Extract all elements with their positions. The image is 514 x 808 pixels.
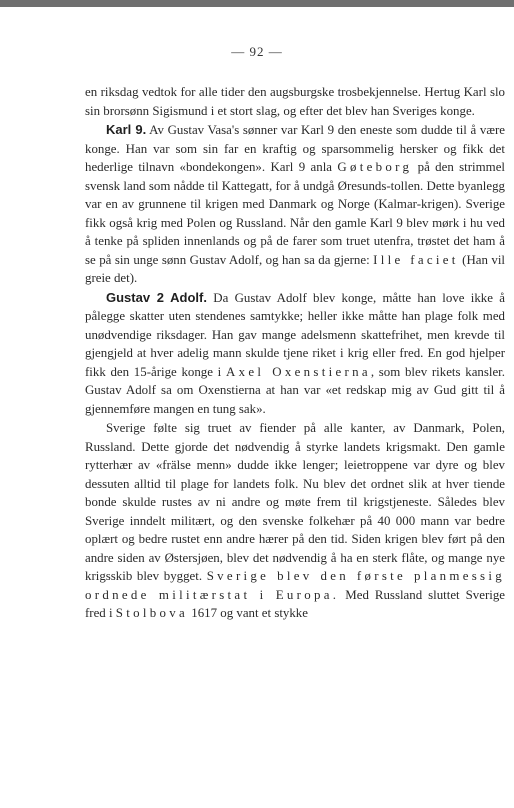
paragraph-karl-9 [85,121,505,288]
page-body [85,83,505,623]
paragraph-gustav-text-1: Da Gustav Adolf blev konge, måtte han love ikke å pålegge skatter uten stendenes samtykke; heller ikke måtte han plage folk med unødvendige riksdager. Han gav mange adelsmenn skattefrihet, men krevde til gjengjeld at hver adelig mann skulde tjene riket i krig eller fred. En god hjelper fikk den 15-årige konge i [85,290,505,379]
spaced-ille-faciet: Ille faciet [373,252,459,267]
paragraph-1-text: en riksdag vedtok for alle tider den augsburgske trosbekjennelse. Hertug Karl slo sin brorsønn Sigismund i et stort slag, og efter det blev han Sveriges konge. [85,85,505,118]
paragraph-sverige-text-1: Sverige følte sig truet av fiender på alle kanter, av Danmark, Polen, Russland. Dette gjorde det nødvendig å styrke landets krigsmakt. Den gamle rytterhær av «frälse menn» dudde ikke lenger; leietroppene var dyre og blev dessuten alltid til plage for landets folk. Nu blev det ordnet slik at hver tiende bonde skulde rustes av ni andre og møte frem til krigstjeneste. Således blev Sverige inndelt militært, og den svenske folkehær på 40 000 mann var bedre oplært og bedre rustet enn andre hærer på den tid. Siden krigen blev ført på den andre siden av Østersjøen, blev det nødvendig å ha en sterk flåte, og mange nye krigsskib blev bygget. [85,421,505,583]
heading-karl-9: Karl 9. [106,122,147,137]
page-number: — 92 — [231,44,283,59]
spaced-stolbova: Stolbova [115,606,189,620]
spaced-axel-oxenstierna: Axel Oxenstierna [225,364,371,379]
spaced-militaerstat-sentence: Sverige blev den første planmessig ordnede militærstat i Europa. [85,569,505,602]
paragraph-gustav-2-adolf [85,289,505,419]
paragraph-karl-9-text-1: Av Gustav Vasa's sønner var Karl 9 den eneste som dudde til å være konge. Han var som sin far en kraftig og sparsommelig hersker og fikk det hederlige tilnavn «bondekongen». Karl 9 anla [85,123,505,174]
heading-gustav-2-adolf: Gustav 2 Adolf. [106,289,207,305]
paragraph-sverige [85,419,505,623]
paragraph-gustav-text-2: , som blev rikets kansler. Gustav Adolf sa om Oxenstierna at han var «et redskap mig av Gud gitt til å gjennemføre mangen en tung sak». [85,364,505,416]
paragraph-1 [85,83,505,120]
scan-top-edge [0,0,514,7]
paragraph-karl-9-text-3: (Han vil greie det). [85,252,505,285]
spaced-goteborg: Gøteborg [337,160,413,174]
paragraph-karl-9-text-2: på den strimmel svensk land som nådde til Kattegatt, for å undgå Øresunds-tollen. Dette byanlegg var en av grunnene til krigen med Danmark og Norge (Kalmar-krigen). Sverige fikk også krig med Polen og Russland. Når den gamle Karl 9 blev mørk i hu ved å tenke på spliden innenlands og på de farer som truet utenfra, trøstet det ham å se på sin unge sønn Gustav Adolf, og han sa da gjerne: [85,160,505,267]
paragraph-sverige-text-2: Med Russland sluttet Sverige fred i [85,587,505,620]
paragraph-sverige-text-3: 1617 og vant et stykke [188,606,308,620]
